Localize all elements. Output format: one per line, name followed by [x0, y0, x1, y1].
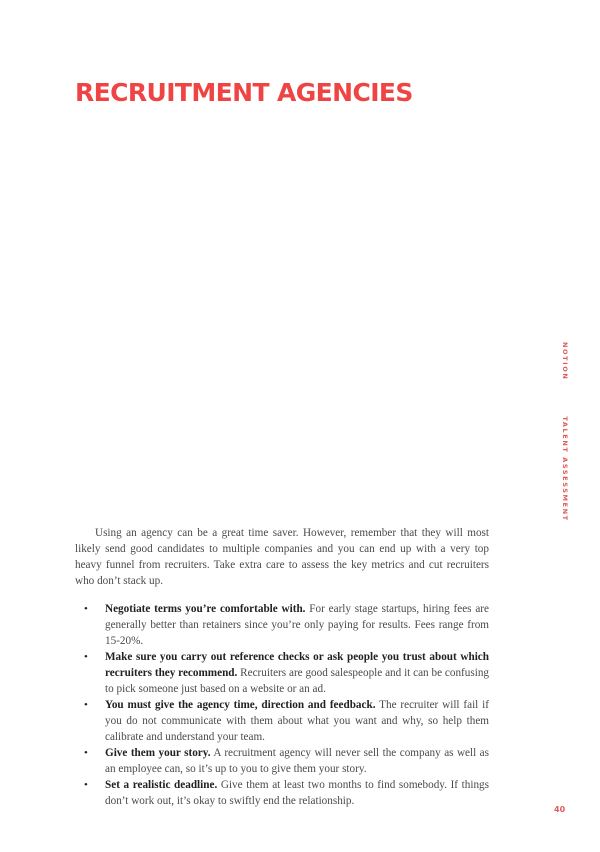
list-item-lead: Negotiate terms you’re comfortable with. — [105, 603, 306, 615]
list-item-text: For early stage startups, hiring fees are generally better than retainers since you’re only paying for results. Fees range from 15-20%. — [105, 603, 489, 647]
bullet-icon: • — [84, 747, 88, 759]
bullet-icon: • — [84, 779, 88, 791]
page-title: RECRUITMENT AGENCIES — [75, 78, 413, 107]
body-text — [75, 525, 489, 809]
list-item — [75, 745, 489, 777]
list-item-lead: Give them your story. — [105, 747, 211, 759]
side-label-brand: NOTION — [561, 342, 569, 381]
tips-list — [75, 601, 489, 809]
bullet-icon: • — [84, 603, 88, 615]
list-item — [75, 601, 489, 649]
list-item-lead: Set a realistic deadline. — [105, 779, 218, 791]
list-item-lead: Make sure you carry out reference checks or ask people you trust about which recruiters they recommend. — [105, 651, 489, 679]
list-item-lead: You must give the agency time, direction and feedback. — [105, 699, 376, 711]
side-label-section: TALENT ASSESSMENT — [561, 416, 569, 522]
list-item-text: Recruiters are good salespeople and it can be confusing to pick someone just based on a website or an ad. — [105, 667, 490, 695]
bullet-icon: • — [84, 651, 88, 663]
list-item — [75, 649, 489, 697]
list-item-text: The recruiter will fail if you do not communicate with them about what you want and why, so help them calibrate and understand your team. — [105, 699, 489, 743]
page-number: 40 — [554, 805, 566, 814]
list-item — [75, 777, 489, 809]
list-item — [75, 697, 489, 745]
intro-paragraph: Using an agency can be a great time saver. However, remember that they will most likely send good candidates to multiple companies and you can end up with a very top heavy funnel from recruiters. Take extra care to assess the key metrics and cut recruiters who don’t stack up. — [75, 527, 489, 587]
side-running-header — [555, 342, 569, 522]
list-item-text: A recruitment agency will never sell the company as well as an employee can, so it’s up to you to give them your story. — [105, 747, 490, 775]
bullet-icon: • — [84, 699, 88, 711]
list-item-text: Give them at least two months to find somebody. If things don’t work out, it’s okay to swiftly end the relationship. — [105, 779, 489, 807]
